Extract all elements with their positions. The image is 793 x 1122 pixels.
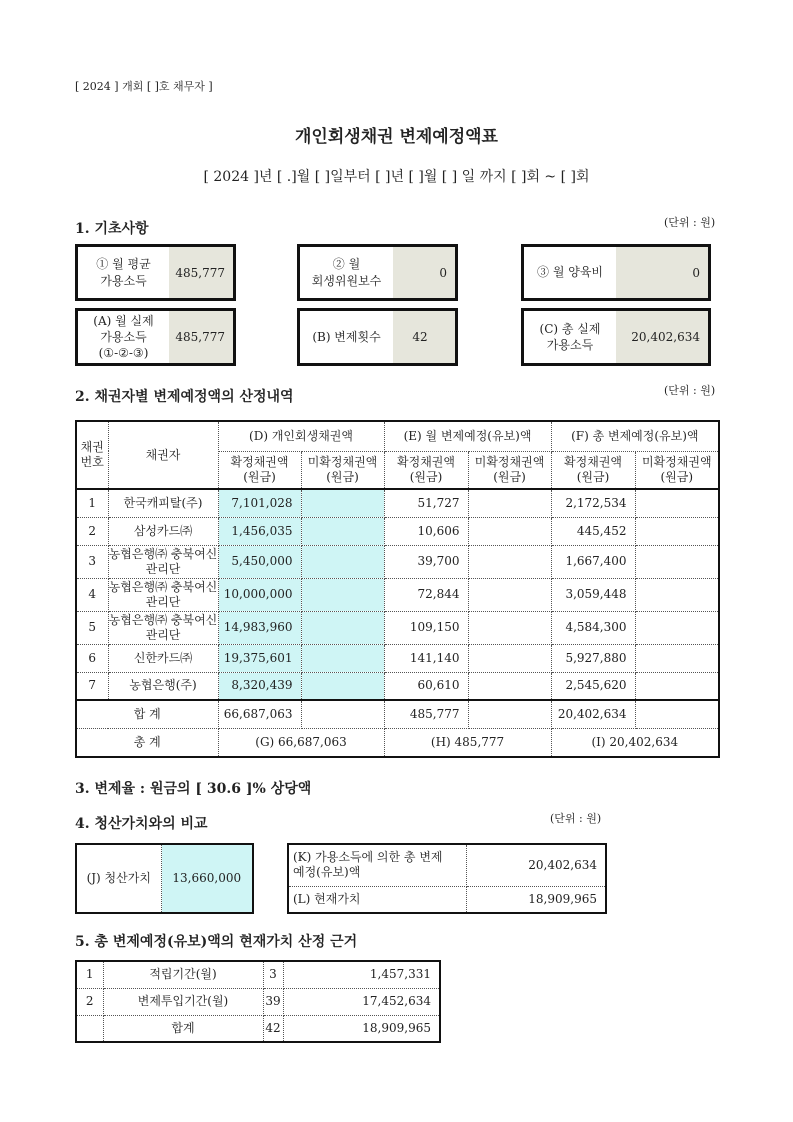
l-value: 18,909,965 (466, 886, 606, 913)
row-no: 1 (76, 489, 108, 517)
row-creditor: 농협은행㈜ 충북여신관리단 (108, 578, 218, 611)
row-f-confirmed: 445,452 (551, 517, 635, 545)
row-f-confirmed: 2,545,620 (551, 672, 635, 700)
row-f-unconfirmed (635, 672, 719, 700)
row-e-unconfirmed (468, 489, 551, 517)
col-header-confirmed: 확정채권액 (원금) (384, 451, 468, 489)
row-label: 적립기간(월) (103, 961, 263, 988)
present-value-basis-table (75, 960, 441, 1043)
row-d-unconfirmed (301, 611, 384, 644)
row-no: 4 (76, 578, 108, 611)
row-f-unconfirmed (635, 545, 719, 578)
table-row (76, 489, 719, 517)
row-e-unconfirmed (468, 644, 551, 672)
k-label: (K) 가용소득에 의한 총 변제 예정(유보)액 (288, 844, 466, 886)
box-value: 485,777 (169, 247, 233, 298)
page-title: 개인회생채권 변제예정액표 (295, 127, 498, 147)
col-header-no: 채권 번호 (76, 421, 108, 489)
actual-income-box (75, 308, 236, 366)
row-d-unconfirmed (301, 644, 384, 672)
col-header-unconfirmed: 미확정채권액 (원금) (635, 451, 719, 489)
row-f-unconfirmed (635, 611, 719, 644)
row-e-unconfirmed (468, 578, 551, 611)
section1-heading: 1. 기초사항 (75, 221, 149, 237)
box-label: (B) 변제횟수 (300, 311, 393, 363)
row-f-confirmed: 4,584,300 (551, 611, 635, 644)
row-creditor: 삼성카드㈜ (108, 517, 218, 545)
subtotal-f: 20,402,634 (551, 700, 635, 728)
row-no: 5 (76, 611, 108, 644)
row-label: 합계 (103, 1015, 263, 1042)
row-no (76, 1015, 103, 1042)
col-header-creditor: 채권자 (108, 421, 218, 489)
avg-income-box (75, 244, 236, 301)
unit-label: (단위 : 원) (550, 812, 602, 825)
box-value: 20,402,634 (616, 311, 708, 363)
row-f-unconfirmed (635, 578, 719, 611)
row-d-unconfirmed (301, 517, 384, 545)
row-no: 6 (76, 644, 108, 672)
box-value: 0 (616, 247, 708, 298)
col-header-unconfirmed: 미확정채권액 (원금) (301, 451, 384, 489)
row-e-confirmed: 39,700 (384, 545, 468, 578)
table-row (76, 988, 440, 1015)
row-creditor: 농협은행(주) (108, 672, 218, 700)
period-line: [ 2024 ]년 [ .]월 [ ]일부터 [ ]년 [ ]월 [ ] 일 까지 [ ]회 ~ [ ]회 (203, 169, 590, 185)
subtotal-d: 66,687,063 (218, 700, 301, 728)
table-row (76, 1015, 440, 1042)
row-d-confirmed: 5,450,000 (218, 545, 301, 578)
row-f-unconfirmed (635, 489, 719, 517)
row-e-unconfirmed (468, 611, 551, 644)
table-row (76, 961, 440, 988)
col-header-d: (D) 개인회생채권액 (218, 421, 384, 451)
col-header-e: (E) 월 변제예정(유보)액 (384, 421, 551, 451)
row-creditor: 한국캐피탈(주) (108, 489, 218, 517)
row-e-confirmed: 141,140 (384, 644, 468, 672)
row-amount: 1,457,331 (283, 961, 440, 988)
section5-heading: 5. 총 변제예정(유보)액의 현재가치 산정 근거 (75, 934, 358, 950)
row-no: 1 (76, 961, 103, 988)
row-amount: 17,452,634 (283, 988, 440, 1015)
table-row (76, 644, 719, 672)
row-f-confirmed: 1,667,400 (551, 545, 635, 578)
row-f-unconfirmed (635, 644, 719, 672)
row-f-confirmed: 3,059,448 (551, 578, 635, 611)
table-row (76, 517, 719, 545)
row-d-unconfirmed (301, 578, 384, 611)
col-header-confirmed: 확정채권액 (원금) (218, 451, 301, 489)
unit-label: (단위 : 원) (664, 216, 716, 229)
box-label: ③ 월 양육비 (524, 247, 616, 298)
table-row (76, 672, 719, 700)
unit-label: (단위 : 원) (664, 384, 716, 397)
liquidation-value-table (75, 843, 254, 914)
box-label: ① 월 평균 가용소득 (78, 247, 169, 298)
j-label: (J) 청산가치 (76, 844, 161, 913)
row-months: 39 (263, 988, 283, 1015)
row-no: 2 (76, 517, 108, 545)
creditor-table (75, 420, 720, 758)
total-h: (H) 485,777 (384, 728, 551, 757)
total-i: (I) 20,402,634 (551, 728, 719, 757)
child-support-box (521, 244, 711, 301)
box-value: 485,777 (169, 311, 233, 363)
row-d-unconfirmed (301, 545, 384, 578)
section3-heading: 3. 변제율 : 원금의 [ 30.6 ]% 상당액 (75, 781, 312, 797)
row-d-confirmed: 8,320,439 (218, 672, 301, 700)
case-header: [ 2024 ] 개회 [ ]호 채무자 ] (75, 80, 213, 93)
row-creditor: 농협은행㈜ 충북여신관리단 (108, 611, 218, 644)
table-row (76, 611, 719, 644)
row-d-confirmed: 7,101,028 (218, 489, 301, 517)
row-d-unconfirmed (301, 489, 384, 517)
box-value: 42 (393, 311, 455, 363)
table-row (76, 545, 719, 578)
row-e-unconfirmed (468, 545, 551, 578)
row-months: 42 (263, 1015, 283, 1042)
subtotal-label: 합 계 (76, 700, 218, 728)
total-label: 총 계 (76, 728, 218, 757)
box-label: (C) 총 실제 가용소득 (524, 311, 616, 363)
box-label: (A) 월 실제 가용소득 (①-②-③) (78, 311, 169, 363)
row-e-confirmed: 72,844 (384, 578, 468, 611)
row-f-unconfirmed (635, 517, 719, 545)
row-e-confirmed: 60,610 (384, 672, 468, 700)
l-label: (L) 현재가치 (288, 886, 466, 913)
row-label: 변제투입기간(월) (103, 988, 263, 1015)
row-no: 3 (76, 545, 108, 578)
row-f-confirmed: 2,172,534 (551, 489, 635, 517)
col-header-confirmed: 확정채권액 (원금) (551, 451, 635, 489)
row-e-confirmed: 51,727 (384, 489, 468, 517)
row-f-confirmed: 5,927,880 (551, 644, 635, 672)
total-income-box (521, 308, 711, 366)
row-d-confirmed: 1,456,035 (218, 517, 301, 545)
col-header-unconfirmed: 미확정채권액 (원금) (468, 451, 551, 489)
row-e-confirmed: 10,606 (384, 517, 468, 545)
row-d-confirmed: 14,983,960 (218, 611, 301, 644)
row-d-confirmed: 19,375,601 (218, 644, 301, 672)
section4-heading: 4. 청산가치와의 비교 (75, 816, 208, 832)
box-value: 0 (393, 247, 455, 298)
subtotal-e: 485,777 (384, 700, 468, 728)
row-e-unconfirmed (468, 517, 551, 545)
row-d-unconfirmed (301, 672, 384, 700)
box-label: ② 월 회생위원보수 (300, 247, 393, 298)
table-row (76, 578, 719, 611)
row-e-confirmed: 109,150 (384, 611, 468, 644)
row-e-unconfirmed (468, 672, 551, 700)
present-value-table (287, 843, 607, 914)
k-value: 20,402,634 (466, 844, 606, 886)
section2-heading: 2. 채권자별 변제예정액의 산정내역 (75, 389, 294, 405)
col-header-f: (F) 총 변제예정(유보)액 (551, 421, 719, 451)
payment-count-box (297, 308, 458, 366)
row-creditor: 신한카드㈜ (108, 644, 218, 672)
j-value: 13,660,000 (161, 844, 253, 913)
row-no: 2 (76, 988, 103, 1015)
row-creditor: 농협은행㈜ 충북여신관리단 (108, 545, 218, 578)
row-months: 3 (263, 961, 283, 988)
total-g: (G) 66,687,063 (218, 728, 384, 757)
row-no: 7 (76, 672, 108, 700)
row-d-confirmed: 10,000,000 (218, 578, 301, 611)
trustee-fee-box (297, 244, 458, 301)
row-amount: 18,909,965 (283, 1015, 440, 1042)
